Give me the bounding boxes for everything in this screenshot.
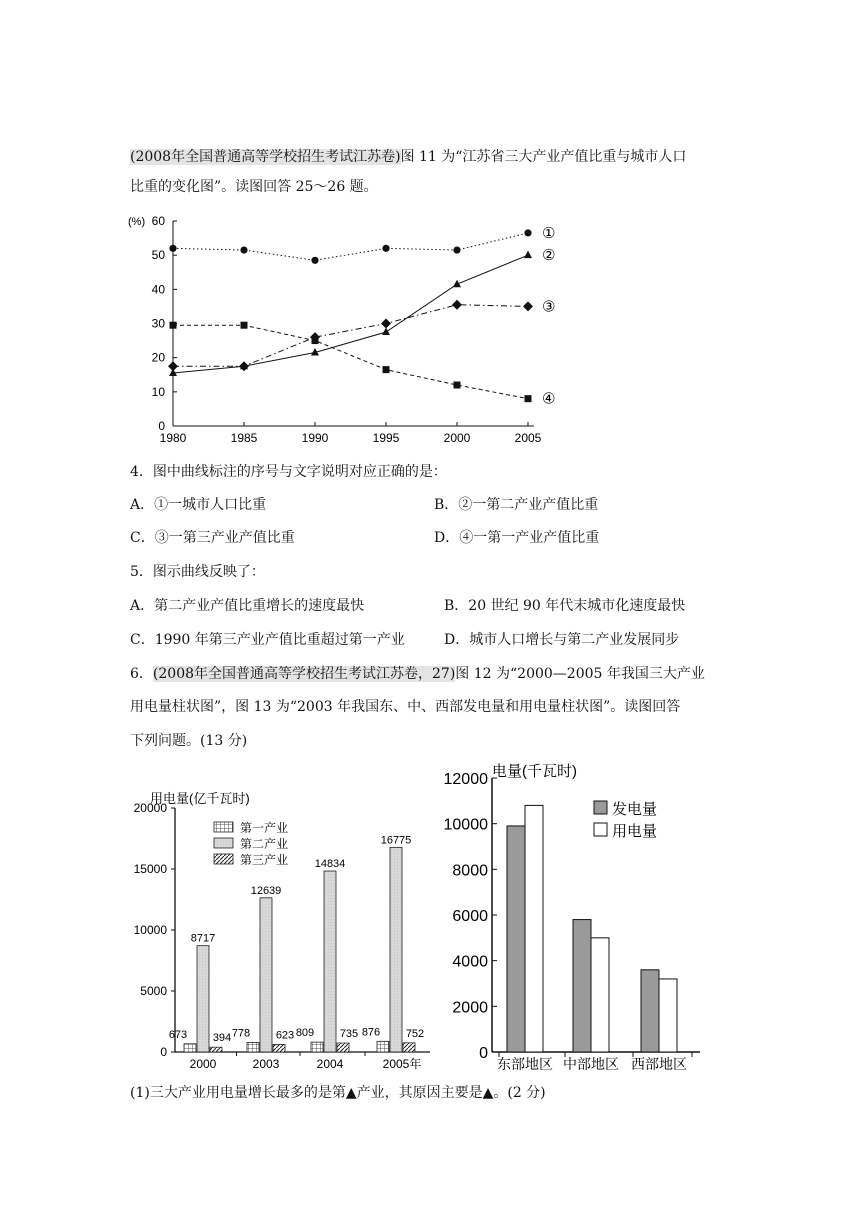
data-point: [524, 229, 531, 236]
data-point: [240, 362, 248, 370]
bar: [311, 1042, 323, 1052]
y-tick-label: 5000: [140, 984, 167, 998]
data-point: [525, 395, 532, 402]
bar: [210, 1047, 222, 1052]
y-tick-label: 6000: [452, 908, 488, 925]
q6-text: 图 12 为“2000—2005 年我国三大产业: [455, 666, 705, 682]
bar: [403, 1043, 415, 1052]
y-tick-label: 12000: [443, 771, 488, 788]
bar: [324, 871, 336, 1052]
q5-option-d[interactable]: D．城市人口增长与第二产业发展同步: [444, 632, 680, 648]
intro-line-2: 比重的变化图”。读图回答 25～26 题。: [130, 179, 378, 195]
data-point: [311, 257, 318, 264]
data-point: [524, 251, 532, 258]
bar-value-label: 14834: [314, 858, 346, 871]
y-tick-label: 4000: [452, 953, 488, 971]
data-point: [382, 245, 389, 252]
data-point: [452, 300, 462, 310]
x-tick-label: 中部地区: [563, 1056, 619, 1072]
x-tick-label: 1980: [159, 431, 187, 445]
bar: [377, 1041, 389, 1052]
x-tick-label: 西部地区: [631, 1056, 687, 1072]
y-tick-label: 0: [158, 419, 165, 433]
series-line: [173, 255, 528, 373]
y-tick-label: 50: [151, 248, 165, 263]
series-line: [173, 325, 528, 398]
legend-label: 第二产业: [240, 837, 289, 851]
q6-line-1: [130, 664, 705, 684]
data-point: [168, 361, 178, 371]
intro-line-1: [130, 147, 686, 167]
y-tick-label: 30: [151, 316, 165, 331]
y-tick-label: 10000: [133, 923, 167, 937]
bar: [507, 826, 525, 1052]
legend-swatch: [594, 801, 607, 814]
q6-line-3: 下列问题。(13 分): [130, 733, 248, 749]
bar-value-label: 673: [168, 1028, 188, 1041]
series-line: [173, 233, 528, 260]
series-label: ④: [542, 390, 556, 408]
q4-option-a[interactable]: A．①一城市人口比重: [130, 497, 267, 513]
data-point: [310, 332, 320, 342]
legend-label: 用电量: [612, 823, 658, 840]
data-point: [170, 322, 177, 329]
q6-source: (2008年全国普通高等学校招生考试江苏卷，27): [152, 666, 456, 682]
bar: [184, 1044, 196, 1052]
bar-value-label: 809: [295, 1027, 315, 1040]
x-tick-label: 2005: [514, 431, 542, 445]
bar: [260, 898, 272, 1052]
bar-value-label: 12639: [250, 884, 282, 897]
y-tick-label: 40: [151, 282, 165, 297]
y-tick-label: 0: [479, 1045, 488, 1062]
y-axis-unit: (%): [128, 216, 146, 228]
series-label: ①: [542, 224, 556, 242]
bar-value-label: 735: [339, 1028, 359, 1041]
bar-value-label: 394: [212, 1032, 232, 1045]
series-line: [173, 305, 528, 367]
y-tick-label: 10000: [443, 816, 488, 834]
bar: [591, 938, 609, 1052]
legend-swatch: [214, 854, 233, 864]
q4-option-c[interactable]: C．③一第三产业产值比重: [130, 530, 295, 546]
bar: [659, 979, 677, 1052]
bar-value-label: 752: [405, 1027, 425, 1040]
data-point: [312, 337, 319, 344]
bar-value-label: 8717: [190, 932, 216, 945]
q4-option-b[interactable]: B．②一第二产业产值比重: [434, 497, 599, 513]
data-point: [383, 366, 390, 373]
q5-option-c[interactable]: C．1990 年第三产业产值比重超过第一产业: [130, 632, 405, 648]
bar: [273, 1044, 285, 1052]
series-label: ③: [542, 298, 556, 316]
x-tick-label: 1985: [230, 431, 258, 445]
bar: [197, 946, 209, 1052]
q6-sub-question-1: (1)三大产业用电量增长最多的是第▲产业，其原因主要是▲。(2 分): [130, 1085, 546, 1101]
x-tick-label: 1990: [301, 431, 329, 445]
x-tick-label: 2000: [189, 1057, 217, 1071]
q6-line-2: 用电量柱状图”，图 13 为“2003 年我国东、中、西部发电量和用电量柱状图”。读图回答: [130, 699, 681, 715]
bar: [573, 920, 591, 1052]
data-point: [454, 382, 461, 389]
q5-option-a[interactable]: A．第二产业产值比重增长的速度最快: [130, 598, 365, 614]
y-tick-label: 20000: [133, 801, 167, 815]
data-point: [453, 280, 461, 288]
bar-value-label: 778: [231, 1027, 251, 1040]
y-axis-title: 用电量(亿千瓦时): [150, 791, 250, 806]
q5-option-b[interactable]: B．20 世纪 90 年代末城市化速度最快: [444, 598, 686, 614]
y-tick-label: 2000: [452, 999, 488, 1017]
y-tick-label: 60: [151, 214, 165, 228]
q5-stem: 5．图示曲线反映了：: [130, 564, 265, 580]
legend-swatch: [214, 838, 233, 848]
bar: [247, 1043, 259, 1052]
data-point: [169, 369, 177, 377]
bar: [641, 970, 659, 1052]
legend-label: 发电量: [612, 801, 658, 818]
legend-label: 第三产业: [240, 853, 289, 867]
bar: [390, 847, 402, 1052]
data-point: [523, 301, 533, 311]
bar-value-label: 876: [361, 1026, 381, 1039]
y-axis-title: 电量(千瓦时): [492, 763, 577, 780]
x-tick-label: 2004: [316, 1057, 344, 1071]
legend-label: 第一产业: [240, 821, 289, 835]
y-tick-label: 10: [151, 384, 165, 399]
data-point: [382, 328, 390, 336]
legend-swatch: [594, 823, 607, 836]
bar-value-label: 623: [275, 1029, 295, 1042]
bar: [337, 1043, 349, 1052]
x-tick-label: 东部地区: [497, 1056, 553, 1072]
intro-source: (2008年全国普通高等学校招生考试江苏卷): [130, 149, 401, 165]
data-point: [381, 319, 391, 329]
q6-number: 6．: [130, 666, 153, 682]
data-point: [241, 322, 248, 329]
x-tick-label: 2003: [252, 1057, 280, 1071]
bar-value-label: 16775: [380, 834, 412, 847]
intro-text: 图 11 为“江苏省三大产业产值比重与城市人口: [400, 149, 687, 165]
y-tick-label: 15000: [133, 862, 167, 876]
x-tick-label: 2005年: [382, 1057, 422, 1071]
data-point: [239, 361, 249, 371]
q4-stem: 4．图中曲线标注的序号与文字说明对应正确的是：: [130, 464, 447, 480]
series-label: ②: [542, 247, 556, 265]
y-tick-label: 8000: [452, 862, 488, 880]
y-tick-label: 20: [151, 350, 165, 365]
data-point: [453, 246, 460, 253]
bar: [525, 805, 543, 1052]
q4-option-d[interactable]: D．④一第一产业产值比重: [434, 530, 600, 546]
y-tick-label: 0: [160, 1045, 167, 1059]
x-tick-label: 1995: [372, 431, 400, 445]
data-point: [311, 348, 319, 356]
data-point: [169, 245, 176, 252]
x-tick-label: 2000: [443, 431, 471, 445]
data-point: [240, 246, 247, 253]
legend-swatch: [214, 822, 233, 832]
